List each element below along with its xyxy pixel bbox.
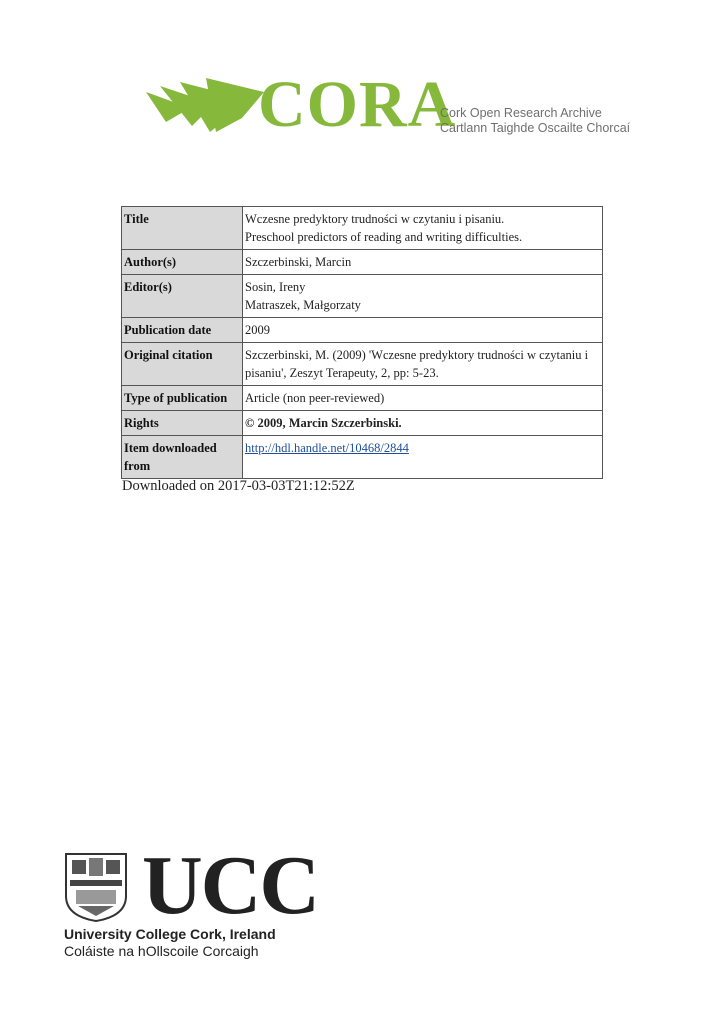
downloaded-on-text: Downloaded on 2017-03-03T21:12:52Z (122, 478, 355, 494)
editors-row (122, 275, 603, 318)
citation-value: Szczerbinski, M. (2009) 'Wczesne predyktory trudności w czytaniu i pisaniu', Zeszyt Terapeuty, 2, pp: 5-23. (243, 343, 603, 386)
editors-label: Editor(s) (122, 275, 243, 318)
cora-logo (146, 68, 631, 141)
type-row (122, 386, 603, 411)
type-value: Article (non peer-reviewed) (243, 386, 603, 411)
pubdate-label: Publication date (122, 318, 243, 343)
cora-tagline-ga: Cartlann Taighde Oscailte Chorcaí (440, 121, 631, 135)
authors-label: Author(s) (122, 250, 243, 275)
download-label: Item downloaded from (122, 436, 243, 479)
record-metadata-table (121, 206, 603, 479)
rights-label: Rights (122, 411, 243, 436)
rights-row (122, 411, 603, 436)
download-value (243, 436, 603, 479)
cora-tagline-en: Cork Open Research Archive (440, 106, 602, 120)
title-line-polish: Wczesne predyktory trudności w czytaniu i pisaniu. (245, 212, 505, 226)
authors-row (122, 250, 603, 275)
title-label: Title (122, 207, 243, 250)
pubdate-value: 2009 (243, 318, 603, 343)
ucc-logo (64, 839, 318, 968)
pubdate-row (122, 318, 603, 343)
handle-link[interactable]: http://hdl.handle.net/10468/2844 (245, 441, 409, 455)
title-line-english: Preschool predictors of reading and writing difficulties. (245, 230, 523, 244)
ucc-crest-icon (64, 852, 128, 922)
editor-1: Sosin, Ireny (245, 280, 306, 294)
rights-value: © 2009, Marcin Szczerbinski. (243, 411, 603, 436)
cora-wordmark: CORA (258, 68, 457, 141)
ucc-name-ga: Coláiste na hOllscoile Corcaigh (64, 943, 259, 959)
cora-leaf-icon (146, 78, 264, 136)
download-row (122, 436, 603, 479)
title-row (122, 207, 603, 250)
citation-row (122, 343, 603, 386)
ucc-wordmark: UCC (142, 839, 318, 932)
authors-value: Szczerbinski, Marcin (243, 250, 603, 275)
editors-value (243, 275, 603, 318)
type-label: Type of publication (122, 386, 243, 411)
ucc-name-en: University College Cork, Ireland (64, 926, 276, 942)
editor-2: Matraszek, Małgorzaty (245, 298, 361, 312)
title-value (243, 207, 603, 250)
citation-label: Original citation (122, 343, 243, 386)
